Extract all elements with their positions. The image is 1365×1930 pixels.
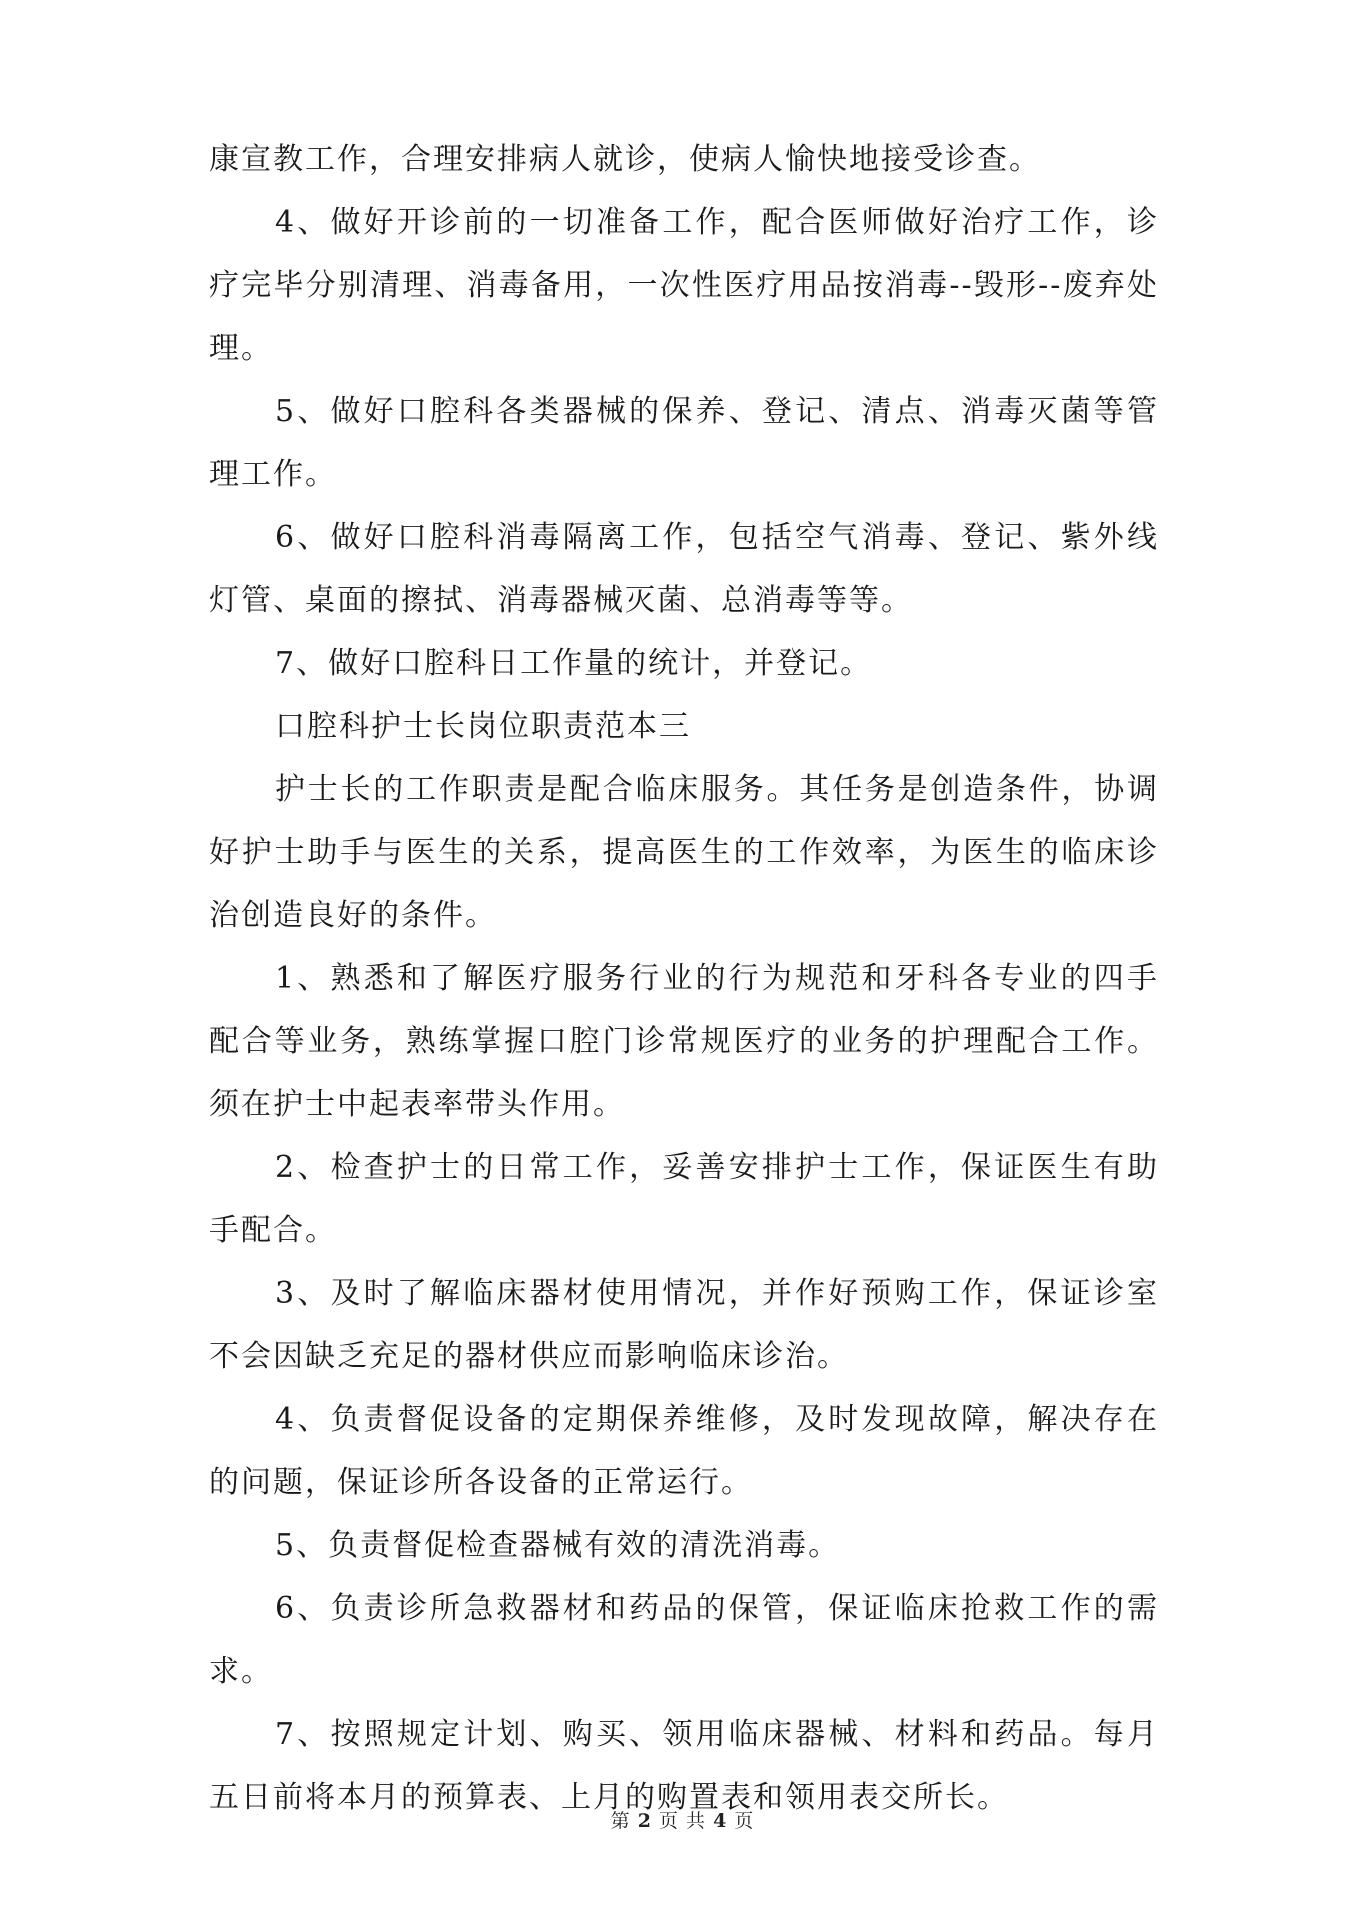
paragraph-duty-3: 3、及时了解临床器材使用情况，并作好预购工作，保证诊室不会因缺乏充足的器材供应而影响临床诊治。 <box>209 1276 1159 1374</box>
footer-prefix: 第 <box>610 1810 631 1832</box>
paragraph-item-6: 6、做好口腔科消毒隔离工作，包括空气消毒、登记、紫外线灯管、桌面的擦拭、消毒器械灭菌、总消毒等等。 <box>209 520 1159 618</box>
paragraph-duty-7: 7、按照规定计划、购买、领用临床器械、材料和药品。每月五日前将本月的预算表、上月的购置表和领用表交所长。 <box>209 1717 1159 1815</box>
footer-middle: 页 共 <box>658 1810 707 1832</box>
paragraph-item-7: 7、做好口腔科日工作量的统计，并登记。 <box>275 646 873 681</box>
paragraph-item-5: 5、做好口腔科各类器械的保养、登记、清点、消毒灭菌等管理工作。 <box>209 394 1159 492</box>
paragraph-duty-2: 2、检查护士的日常工作，妥善安排护士工作，保证医生有助手配合。 <box>209 1150 1159 1248</box>
paragraph-duty-6: 6、负责诊所急救器材和药品的保管，保证临床抢救工作的需求。 <box>209 1591 1159 1689</box>
paragraph-duty-5: 5、负责督促检查器械有效的清洗消毒。 <box>275 1528 841 1563</box>
footer-total-pages: 4 <box>713 1810 728 1832</box>
paragraph-intro: 护士长的工作职责是配合临床服务。其任务是创造条件，协调好护士助手与医生的关系，提高医生的工作效率，为医生的临床诊治创造良好的条件。 <box>209 772 1159 933</box>
footer-current-page: 2 <box>637 1810 652 1832</box>
paragraph-item-4: 4、做好开诊前的一切准备工作，配合医师做好治疗工作，诊疗完毕分别清理、消毒备用，一次性医疗用品按消毒--毁形--废弃处理。 <box>209 205 1159 366</box>
footer-suffix: 页 <box>734 1810 755 1832</box>
paragraph-duty-4: 4、负责督促设备的定期保养维修，及时发现故障，解决存在的问题，保证诊所各设备的正常运行。 <box>209 1402 1159 1500</box>
paragraph-duty-1: 1、熟悉和了解医疗服务行业的行为规范和牙科各专业的四手配合等业务，熟练掌握口腔门诊常规医疗的业务的护理配合工作。须在护士中起表率带头作用。 <box>209 961 1159 1122</box>
page-footer <box>0 1806 1365 1833</box>
section-heading: 口腔科护士长岗位职责范本三 <box>275 709 691 744</box>
document-body <box>209 128 1159 1829</box>
paragraph-continuation: 康宣教工作，合理安排病人就诊，使病人愉快地接受诊查。 <box>209 142 1041 177</box>
